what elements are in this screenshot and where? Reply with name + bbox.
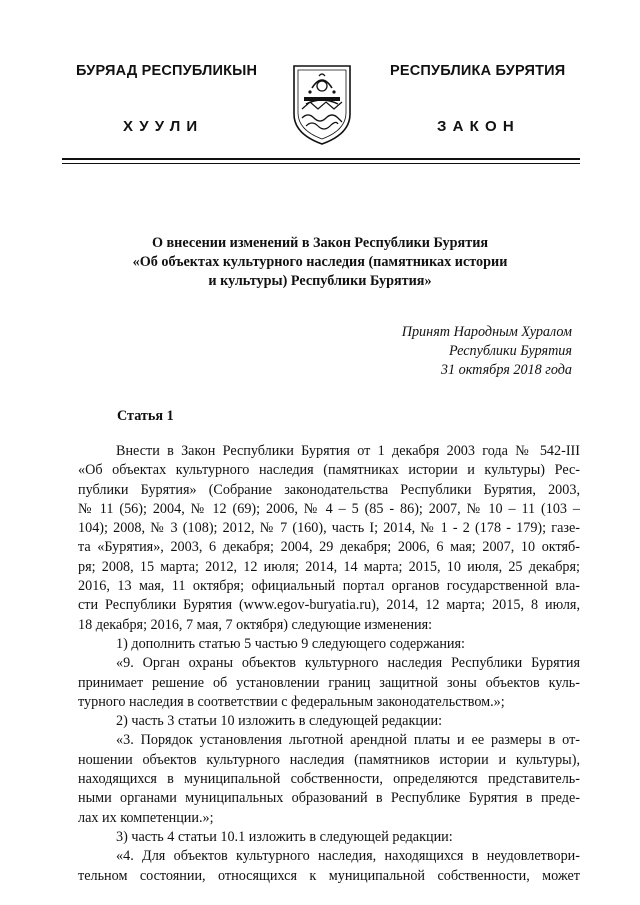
header-divider-thin <box>62 163 580 164</box>
article-line: публики Бурятия» (Собрание законодательства Республики Бурятия, 2003, <box>78 481 580 498</box>
article-line: 1) дополнить статью 5 частью 9 следующего содержания: <box>116 635 465 652</box>
article-line: сти Республики Бурятия (www.egov-buryatia.ru), 2014, 12 марта; 2015, 8 июля, <box>78 597 580 614</box>
article-line: «3. Порядок установления льготной арендной платы и ее размеры в от- <box>116 732 580 749</box>
article-line: тельном состоянии, относящихся к муниципальной собственности, может <box>78 867 580 884</box>
article-line: 3) часть 4 статьи 10.1 изложить в следующей редакции: <box>116 828 453 845</box>
header-buryat-republic: БУРЯАД РЕСПУБЛИКЫН <box>76 63 258 79</box>
article-line: «4. Для объектов культурного наследия, находящихся в неудовлетвори- <box>116 848 580 865</box>
law-title-line: и культуры) Республики Бурятия» <box>208 273 432 289</box>
article-line: «Об объектах культурного наследия (памятниках истории и культуры) Рес- <box>78 462 580 479</box>
article-line: ными органами муниципальных образований в Республике Бурятия в преде- <box>78 790 580 807</box>
article-line: 2) часть 3 статьи 10 изложить в следующей редакции: <box>116 713 443 730</box>
header-russian-law: ЗАКОН <box>437 118 520 135</box>
article-line: турного наследия в соответствии с федеральным законодательством.»; <box>78 693 505 710</box>
adoption-note <box>402 323 572 380</box>
article-line: находящихся в муниципальной собственности, определяются представитель- <box>78 771 580 788</box>
article-line: та «Бурятия», 2003, 6 декабря; 2004, 29 декабря; 2006, 6 мая; 2007, 10 октяб- <box>78 539 580 556</box>
article-line: лах их компетенции.»; <box>78 809 214 826</box>
header-buryat-law: ХУУЛИ <box>123 118 204 135</box>
article-line: принимает решение об установлении границ защитной зоны объектов куль- <box>78 674 580 691</box>
article-line: «9. Орган охраны объектов культурного наследия Республики Бурятия <box>116 655 580 672</box>
article-body <box>78 442 580 886</box>
article-line: Внести в Закон Республики Бурятия от 1 декабря 2003 года № 542-III <box>116 443 580 459</box>
article-line: 2016, 13 мая, 11 октября; официальный портал органов государственной вла- <box>78 578 580 595</box>
article-line: 104); 2008, № 3 (108); 2012, № 7 (160), часть I; 2014, № 1 - 2 (178 - 179); газе- <box>78 520 580 537</box>
law-title <box>60 234 580 291</box>
coat-of-arms-icon <box>288 62 356 146</box>
adoption-note-line: Республики Бурятия <box>448 343 572 359</box>
article-heading: Статья 1 <box>117 408 174 424</box>
article-line: 18 декабря; 2016, 7 мая, 7 октября) следующие изменения: <box>78 616 433 633</box>
law-title-line: «Об объектах культурного наследия (памятниках истории <box>132 254 508 270</box>
law-title-line: О внесении изменений в Закон Республики Бурятия <box>151 235 489 251</box>
article-line: № 11 (56); 2004, № 12 (69); 2006, № 4 – 5 (85 - 86); 2007, № 10 – 11 (103 – <box>78 500 580 517</box>
header-divider-thick <box>62 158 580 160</box>
article-line: ря; 2008, 15 марта; 2012, 12 июля; 2014, 14 марта; 2015, 10 июля, 25 декабря; <box>78 558 580 575</box>
adoption-date: 31 октября 2018 года <box>440 362 572 378</box>
article-line: ношении объектов культурного наследия (памятников истории и культуры), <box>78 751 580 768</box>
adoption-note-line: Принят Народным Хуралом <box>401 324 572 340</box>
header-russian-republic: РЕСПУБЛИКА БУРЯТИЯ <box>390 63 566 79</box>
